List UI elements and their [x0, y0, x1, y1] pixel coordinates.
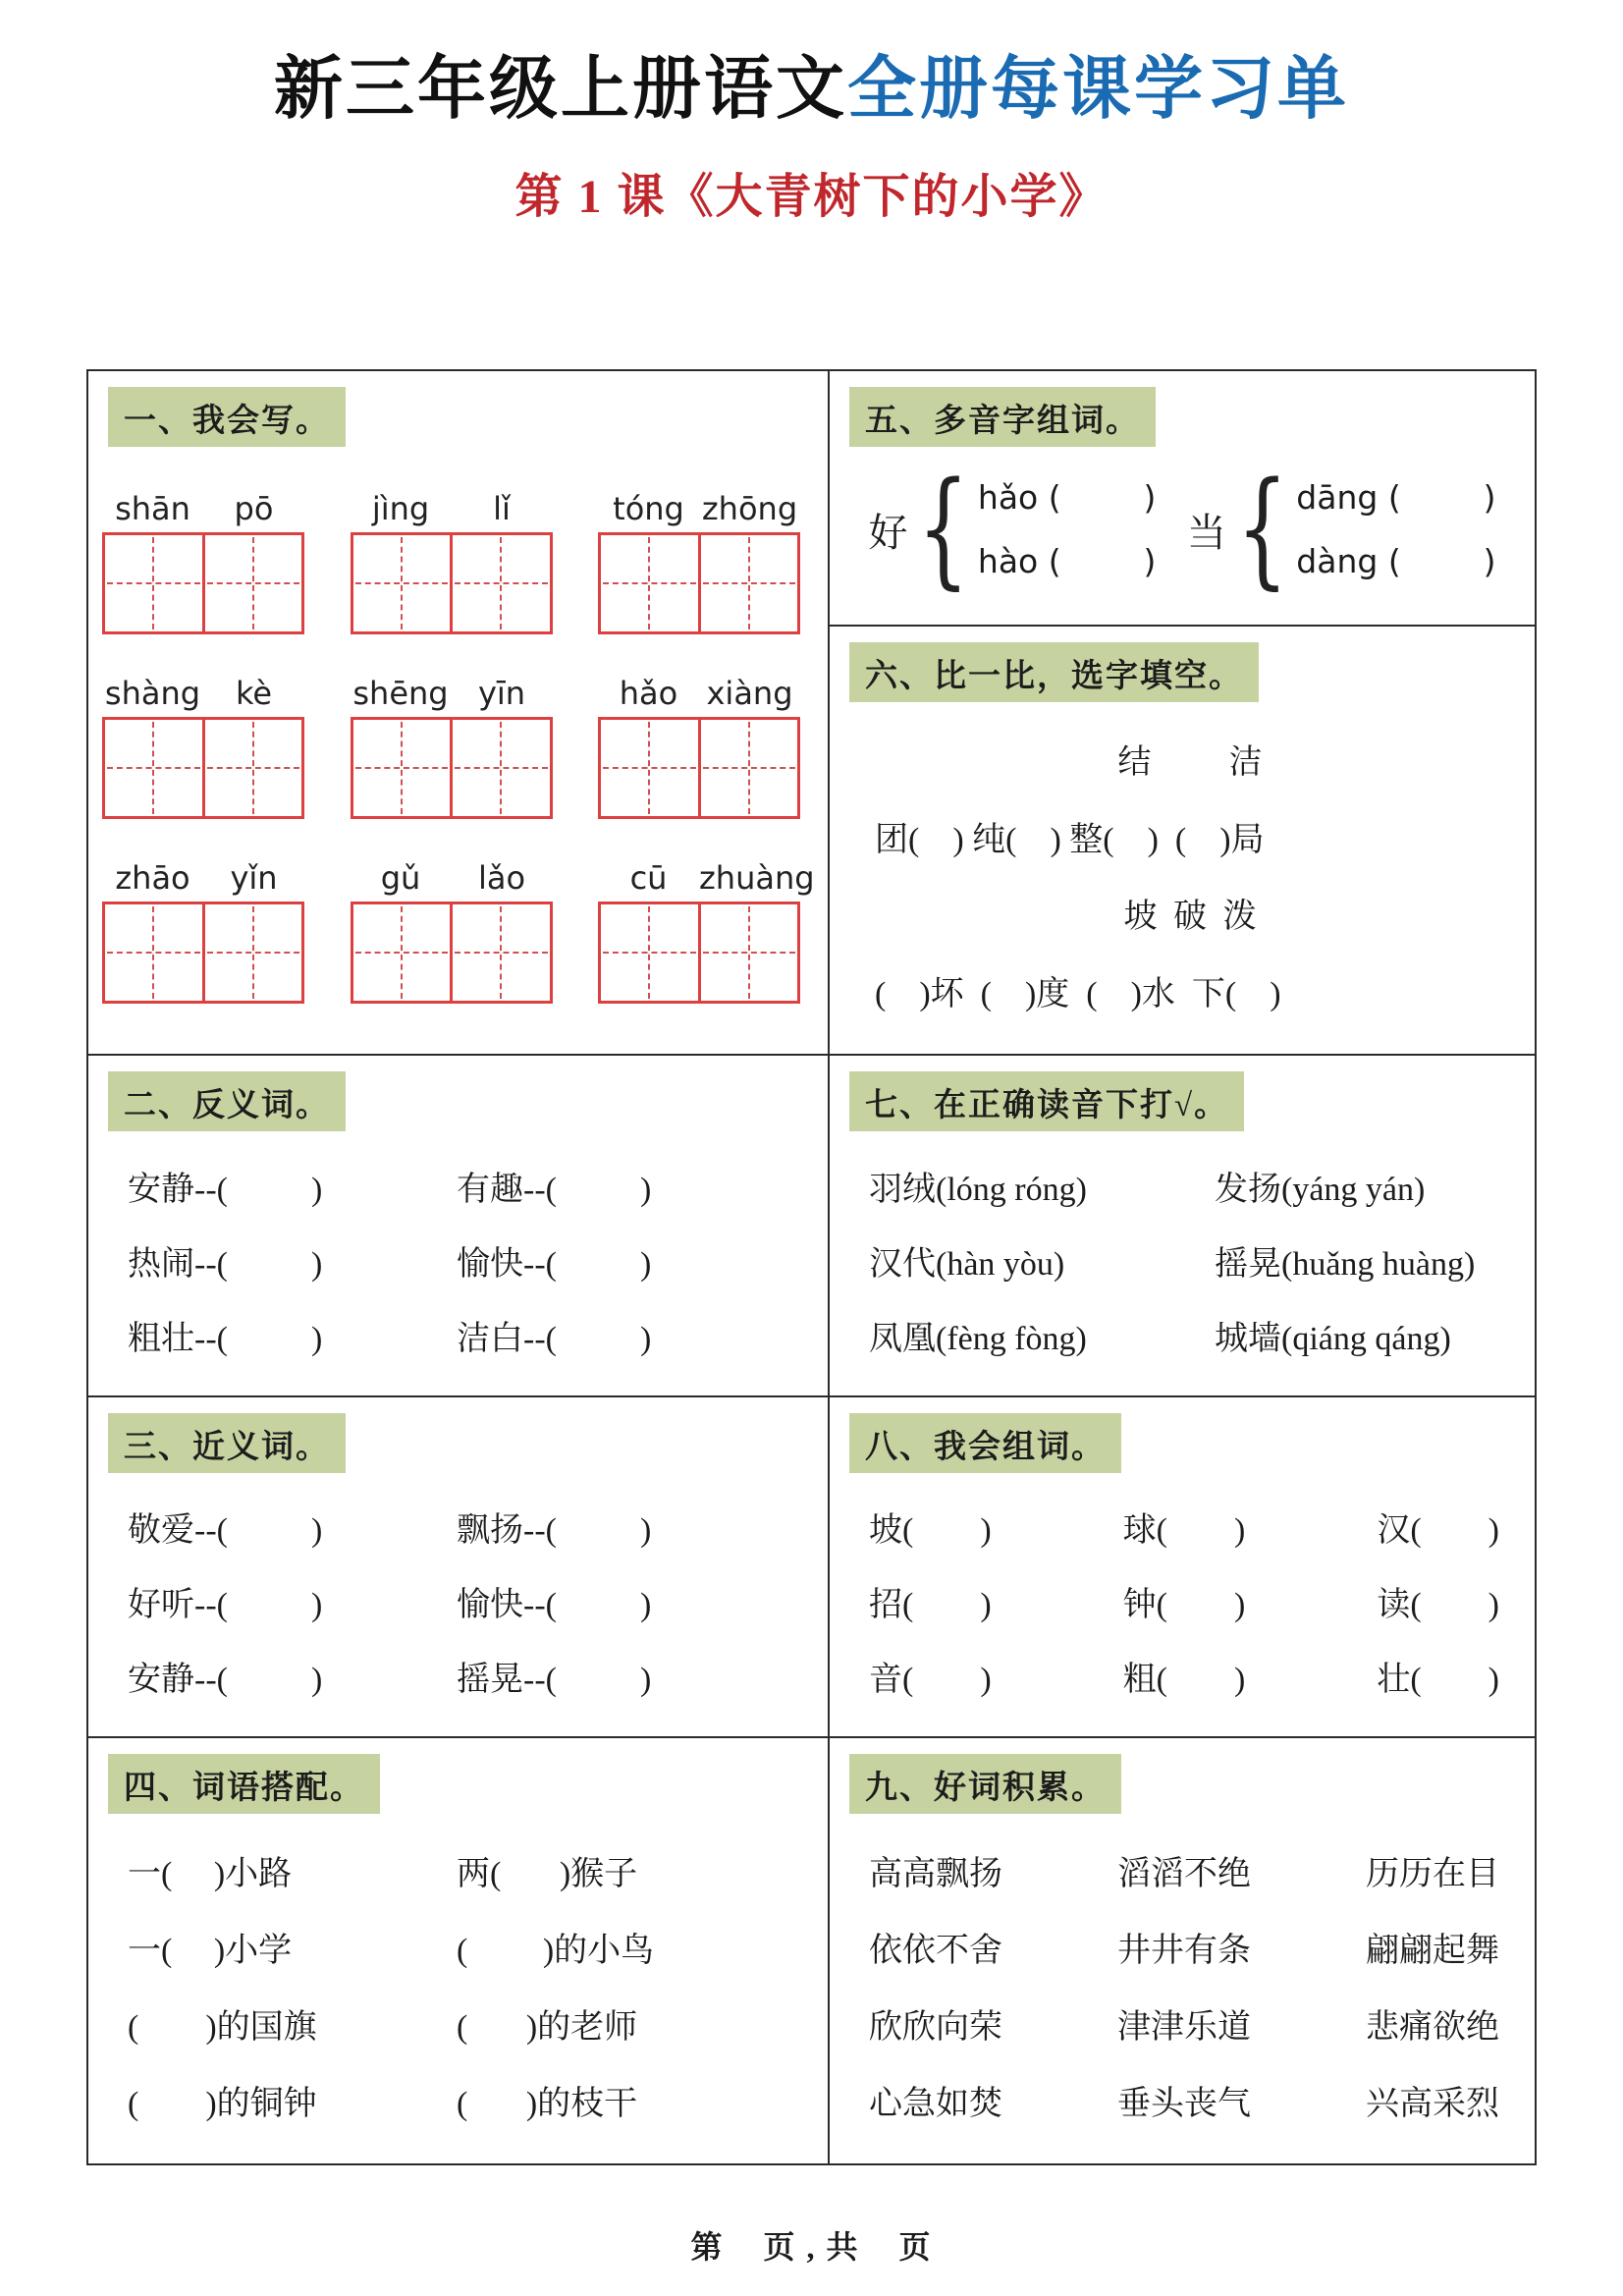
idioms-body [830, 1814, 1535, 2163]
polyphonic-readings: hǎo ( ) hào ( ) [977, 478, 1157, 580]
section-collocation [88, 1738, 828, 2163]
word-block [351, 859, 553, 1004]
compare-fill-line: 团( ) 纯( ) 整( ) ( )局 [875, 821, 1265, 858]
section-compare [830, 627, 1535, 1056]
word-block [598, 858, 815, 1004]
tian-cell [698, 904, 798, 1001]
section-pronunciation-header: 七、在正确读音下打√。 [849, 1071, 1244, 1131]
pronunciation-row: 凤凰(fèng fòng) 城墙(qiáng qáng) [869, 1320, 1451, 1357]
pronunciation-row: 羽绒(lóng róng) 发扬(yáng yán) [869, 1171, 1426, 1208]
tian-cell [105, 720, 202, 816]
page-title-blue: 全册每课学习单 [847, 52, 1349, 128]
page-title-black: 新三年级上册语文 [274, 52, 847, 128]
tian-cell [601, 904, 698, 1001]
tian-cell [450, 720, 550, 816]
pinyin-label: shēng yīn [352, 675, 526, 712]
tian-cell [105, 535, 202, 631]
section-pronunciation [830, 1056, 1535, 1397]
polyphonic-char: 好 [868, 510, 908, 555]
pinyin-label: zhāo yǐn [115, 858, 278, 897]
groupwords-body [830, 1473, 1535, 1736]
word-block [102, 490, 304, 634]
tian-grid [351, 902, 553, 1004]
section-synonyms [88, 1397, 828, 1738]
section-polyphonic [830, 371, 1535, 627]
polyphonic-readings: dāng ( ) dàng ( ) [1296, 478, 1496, 580]
tian-cell [353, 720, 451, 816]
page-subtitle: 第 1 课《大青树下的小学》 [514, 170, 1109, 223]
writing-row [102, 675, 800, 819]
tian-cell [202, 535, 302, 631]
section-idioms [830, 1738, 1535, 2163]
collocation-row: 一( )小路 两( )猴子 [128, 1855, 638, 1892]
pinyin-label: shān pō [115, 490, 274, 528]
pinyin-label: cū zhuàng [629, 858, 815, 897]
tian-grid [598, 532, 800, 634]
collocation-row: 一( )小学 ( )的小鸟 [128, 1932, 655, 1969]
tian-cell [202, 904, 302, 1001]
idiom-row: 欣欣向荣 津津乐道 悲痛欲绝 [869, 2009, 1499, 2047]
section-groupwords-header: 八、我会组词。 [849, 1413, 1121, 1473]
page-title [0, 51, 1623, 131]
writing-grid-rows [88, 447, 828, 1054]
tian-cell [202, 720, 302, 816]
tian-cell [353, 904, 451, 1001]
idiom-row: 心急如焚 垂头丧气 兴高采烈 [869, 2086, 1499, 2123]
page-footer: 第 页 , 共 页 [690, 2228, 933, 2265]
tian-grid [102, 532, 304, 634]
idiom-row: 依依不舍 井井有条 翩翩起舞 [869, 1932, 1499, 1969]
writing-row [102, 858, 815, 1004]
section-collocation-header: 四、词语搭配。 [108, 1754, 380, 1814]
pinyin-label: gǔ lǎo [380, 858, 526, 897]
tian-cell [698, 535, 798, 631]
compare-fill-line: ( )坏 ( )度 ( )水 下( ) [875, 975, 1281, 1012]
pronunciation-body [830, 1131, 1535, 1395]
synonym-row: 安静--( ) 摇晃--( ) [128, 1661, 652, 1698]
antonym-row: 粗壮--( ) 洁白--( ) [128, 1320, 652, 1357]
word-block [598, 490, 800, 634]
groupwords-row: 音( ) 粗( ) 壮( ) [869, 1661, 1499, 1698]
synonym-row: 好听--( ) 愉快--( ) [128, 1587, 652, 1623]
pronunciation-row: 汉代(hàn yòu) 摇晃(huǎng huàng) [869, 1245, 1476, 1283]
tian-cell [105, 904, 202, 1001]
antonym-row: 热闹--( ) 愉快--( ) [128, 1245, 652, 1283]
curly-brace: { [1236, 456, 1289, 603]
tian-grid [102, 902, 304, 1004]
word-block [351, 675, 553, 819]
idiom-row: 高高飘扬 滔滔不绝 历历在目 [869, 1855, 1499, 1892]
section-synonyms-header: 三、近义词。 [108, 1413, 346, 1473]
right-column [830, 371, 1535, 2163]
polyphonic-group [1186, 456, 1496, 603]
section-idioms-header: 九、好词积累。 [849, 1754, 1121, 1814]
pinyin-label: jìng lǐ [371, 490, 511, 528]
compare-choices: 结 洁 [1117, 744, 1267, 782]
collocation-row: ( )的铜钟 ( )的枝干 [128, 2086, 638, 2123]
tian-grid [351, 717, 553, 819]
polyphonic-char: 当 [1186, 510, 1226, 555]
collocation-body [88, 1814, 828, 2163]
antonym-row: 安静--( ) 有趣--( ) [128, 1171, 652, 1208]
section-antonyms [88, 1056, 828, 1397]
writing-row [102, 490, 800, 634]
tian-cell [450, 904, 550, 1001]
tian-grid [351, 532, 553, 634]
section-compare-header: 六、比一比，选字填空。 [849, 642, 1259, 702]
antonyms-body [88, 1131, 828, 1395]
tian-cell [601, 535, 698, 631]
pinyin-label: tóng zhōng [613, 490, 798, 528]
groupwords-row: 坡( ) 球( ) 汉( ) [869, 1512, 1499, 1550]
compare-choices: 坡 破 泼 [1123, 899, 1261, 936]
tian-cell [353, 535, 451, 631]
section-writing-header: 一、我会写。 [108, 387, 346, 447]
compare-body [830, 702, 1535, 1054]
tian-cell [698, 720, 798, 816]
curly-brace: { [917, 456, 970, 603]
tian-grid [598, 902, 800, 1004]
section-polyphonic-header: 五、多音字组词。 [849, 387, 1156, 447]
synonyms-body [88, 1473, 828, 1736]
section-groupwords [830, 1397, 1535, 1738]
groupwords-row: 招( ) 钟( ) 读( ) [869, 1587, 1499, 1623]
worksheet-table [86, 369, 1537, 2165]
left-column [88, 371, 830, 2163]
section-writing [88, 371, 828, 1056]
polyphonic-body [830, 447, 1535, 625]
pinyin-label: hǎo xiàng [619, 675, 793, 712]
tian-grid [102, 717, 304, 819]
tian-cell [450, 535, 550, 631]
word-block [102, 675, 304, 819]
synonym-row: 敬爱--( ) 飘扬--( ) [128, 1512, 652, 1550]
word-block [598, 675, 800, 819]
tian-grid [598, 717, 800, 819]
word-block [102, 859, 304, 1004]
pinyin-label: shàng kè [104, 675, 273, 712]
collocation-row: ( )的国旗 ( )的老师 [128, 2009, 638, 2047]
polyphonic-group [868, 456, 1157, 603]
tian-cell [601, 720, 698, 816]
section-antonyms-header: 二、反义词。 [108, 1071, 346, 1131]
word-block [351, 490, 553, 634]
